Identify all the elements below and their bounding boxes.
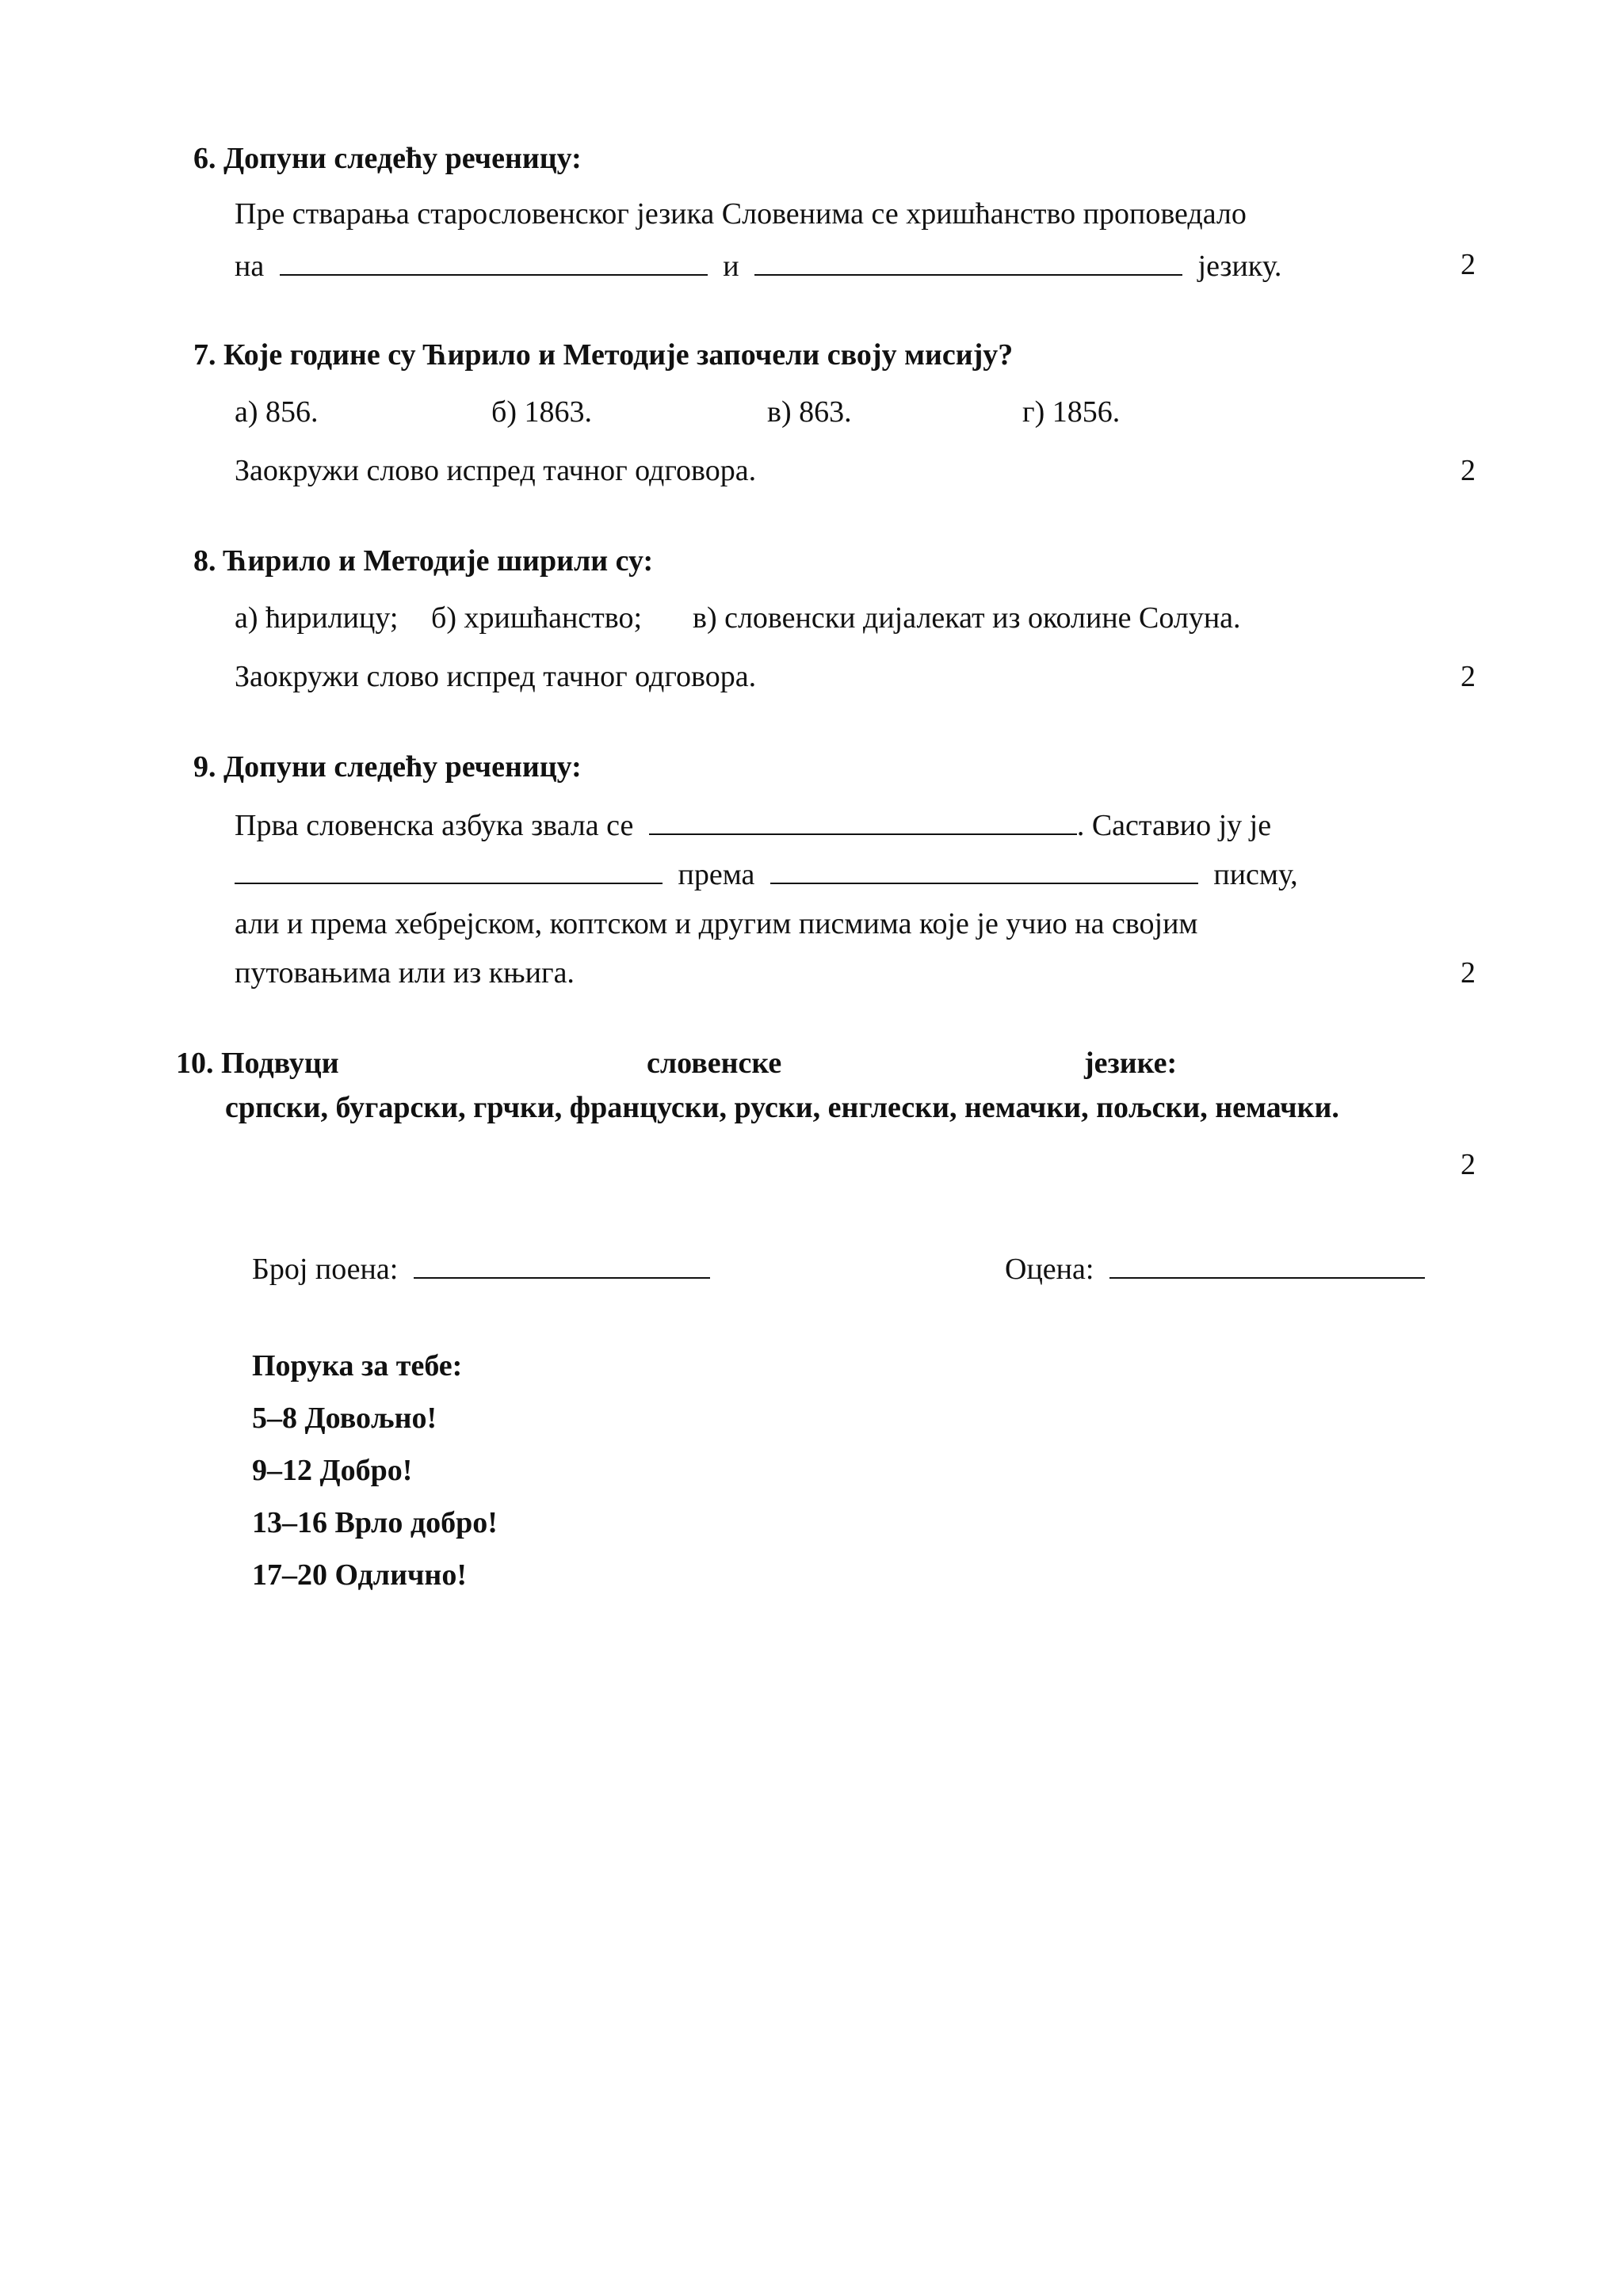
- score-label: Број поена:: [252, 1253, 399, 1286]
- q10-languages[interactable]: српски, бугарски, грчки, француски, руски, енглески, немачки, пољски, немачки.: [225, 1091, 1339, 1124]
- q9-line1: [235, 807, 1271, 843]
- q6-line1: Пре стварања старословенског језика Словенима се хришћанство проповедало: [235, 197, 1247, 231]
- q8-instruction: Заокружи слово испред тачног одговора.: [235, 660, 757, 693]
- q6-blank-1[interactable]: [280, 247, 708, 276]
- score-row: [252, 1250, 710, 1287]
- q6-points: 2: [1461, 248, 1476, 281]
- q8-option-b[interactable]: б) хришћанство;: [431, 601, 642, 635]
- q10-title-part1: 10. Подвуци: [176, 1047, 339, 1080]
- q7-title: 7. Које године су Ћирило и Методије започели своју мисију?: [193, 338, 1014, 372]
- q6-line2-mid: и: [723, 250, 739, 283]
- q10-title-part3: језике:: [1084, 1047, 1178, 1080]
- q7-instruction: Заокружи слово испред тачног одговора.: [235, 454, 757, 487]
- q6-line2: [235, 247, 1281, 284]
- q9-blank-author[interactable]: [235, 856, 663, 884]
- grade-blank[interactable]: [1109, 1250, 1425, 1279]
- q9-line2-end: писму,: [1213, 858, 1298, 891]
- q6-title: 6. Допуни следећу реченицу:: [193, 142, 582, 175]
- message-excellent: 17–20 Одлично!: [252, 1558, 467, 1592]
- q9-line1-start: Прва словенска азбука звала се: [235, 809, 634, 842]
- q6-blank-2[interactable]: [754, 247, 1182, 276]
- q9-line2: [235, 856, 1298, 892]
- message-sufficient: 5–8 Довољно!: [252, 1402, 437, 1435]
- q6-line2-end: језику.: [1197, 250, 1282, 283]
- message-good: 9–12 Добро!: [252, 1454, 413, 1487]
- q7-option-g[interactable]: г) 1856.: [1022, 395, 1121, 429]
- q6-line2-start: на: [235, 250, 265, 283]
- q10-points: 2: [1461, 1148, 1476, 1181]
- q8-option-a[interactable]: а) ћирилицу;: [235, 601, 399, 635]
- q7-option-b[interactable]: б) 1863.: [491, 395, 592, 429]
- q9-blank-script[interactable]: [770, 856, 1198, 884]
- q9-line1-end: . Саставио ју је: [1076, 809, 1272, 842]
- q7-points: 2: [1461, 454, 1476, 487]
- message-title: Порука за тебе:: [252, 1349, 463, 1383]
- q8-points: 2: [1461, 660, 1476, 693]
- q9-line3: али и према хебрејском, коптском и другим писмима које је учио на својим: [235, 907, 1198, 940]
- q9-title: 9. Допуни следећу реченицу:: [193, 750, 582, 784]
- q8-option-v[interactable]: в) словенски дијалекат из околине Солуна.: [693, 601, 1241, 635]
- q9-line4: путовањима или из књига.: [235, 956, 575, 990]
- grade-label: Оцена:: [1005, 1253, 1094, 1286]
- q9-line2-mid: према: [678, 858, 755, 891]
- q7-option-v[interactable]: в) 863.: [767, 395, 852, 429]
- q8-title: 8. Ћирило и Методије ширили су:: [193, 544, 654, 578]
- q9-points: 2: [1461, 956, 1476, 990]
- q7-option-a[interactable]: а) 856.: [235, 395, 319, 429]
- grade-row: [1005, 1250, 1425, 1287]
- q9-blank-alphabet[interactable]: [649, 807, 1077, 835]
- message-very-good: 13–16 Врло добро!: [252, 1506, 498, 1539]
- score-blank[interactable]: [414, 1250, 710, 1279]
- q10-title-part2: словенске: [647, 1047, 782, 1080]
